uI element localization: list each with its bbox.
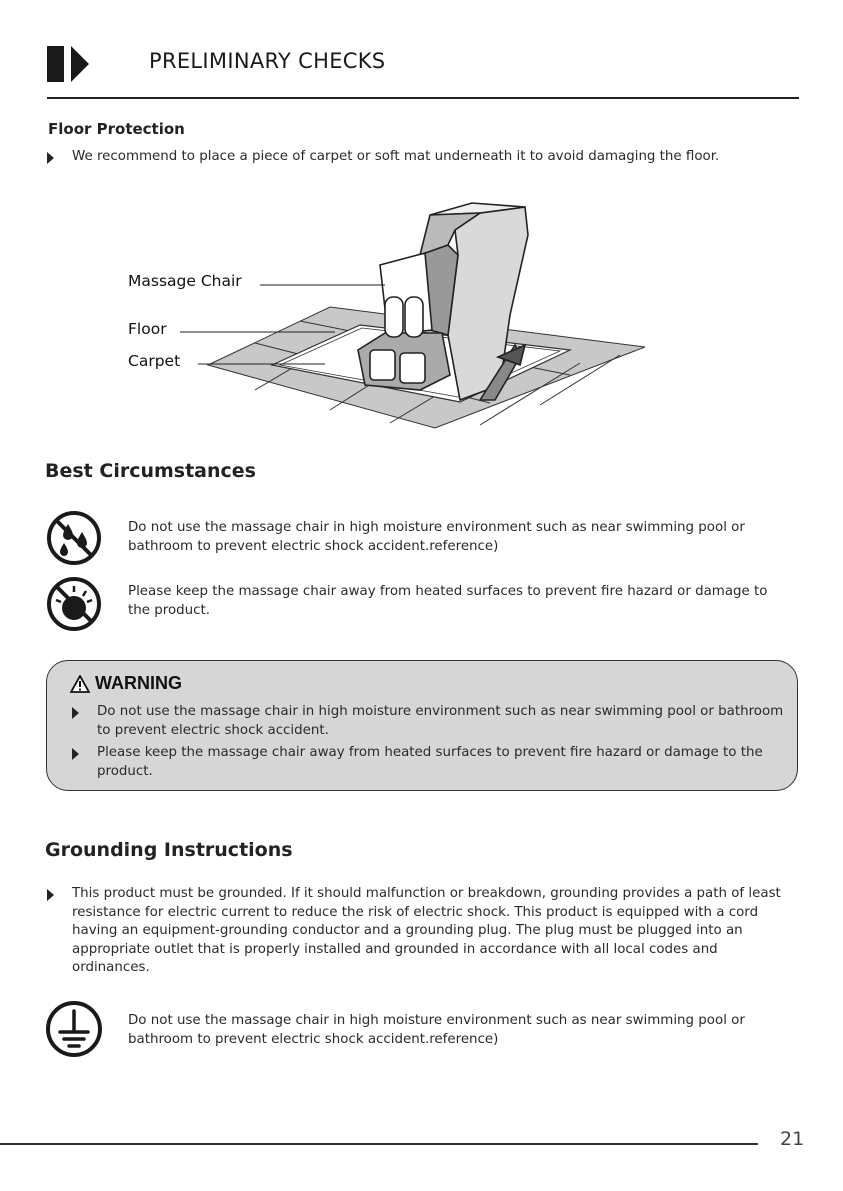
floor-protection-heading: Floor Protection [48, 120, 185, 138]
grounding-heading: Grounding Instructions [45, 839, 293, 861]
header-divider [47, 97, 799, 99]
page-number: 21 [780, 1128, 805, 1150]
grounding-text: This product must be grounded. If it should malfunction or breakdown, grounding provides a path of least resistance for electric current to reduce the risk of electric shock. This product is equipped with a cord having an equipment-grounding conductor and a grounding plug. The plug must be plugged into an appropriate outlet that is properly installed and grounded in accordance with all local codes and ordinances. [72, 886, 781, 975]
ground-icon [45, 1000, 103, 1062]
warning-item-1: Do not use the massage chair in high moisture environment such as near swimming pool or bathroom to prevent electric shock accident. [97, 704, 784, 738]
bullet-icon [47, 889, 54, 901]
label-massage-chair: Massage Chair [128, 272, 242, 290]
bullet-icon [47, 152, 54, 164]
header-logo [47, 46, 91, 86]
bullet-icon [72, 707, 79, 719]
no-moisture-icon [46, 510, 102, 570]
grounding-item-text: Do not use the massage chair in high moisture environment such as near swimming pool or bathroom to prevent electric shock accident.reference) [128, 1013, 745, 1047]
floor-protection-text: We recommend to place a piece of carpet or soft mat underneath it to avoid damaging the floor. [72, 149, 720, 164]
heat-text: Please keep the massage chair away from heated surfaces to prevent fire hazard or damage to the product. [128, 584, 768, 618]
page-title: PRELIMINARY CHECKS [149, 49, 386, 73]
warning-item-2: Please keep the massage chair away from heated surfaces to prevent fire hazard or damage to the product. [97, 745, 763, 779]
warning-triangle-icon [70, 675, 90, 697]
warning-title: WARNING [95, 673, 182, 693]
best-circumstances-heading: Best Circumstances [45, 460, 256, 482]
bullet-icon [72, 748, 79, 760]
label-carpet: Carpet [128, 352, 181, 370]
footer-divider [0, 1143, 758, 1145]
no-heat-icon [46, 574, 102, 636]
floor-illustration [180, 185, 660, 435]
moisture-text: Do not use the massage chair in high moisture environment such as near swimming pool or bathroom to prevent electric shock accident.reference) [128, 520, 745, 554]
label-floor: Floor [128, 320, 167, 338]
